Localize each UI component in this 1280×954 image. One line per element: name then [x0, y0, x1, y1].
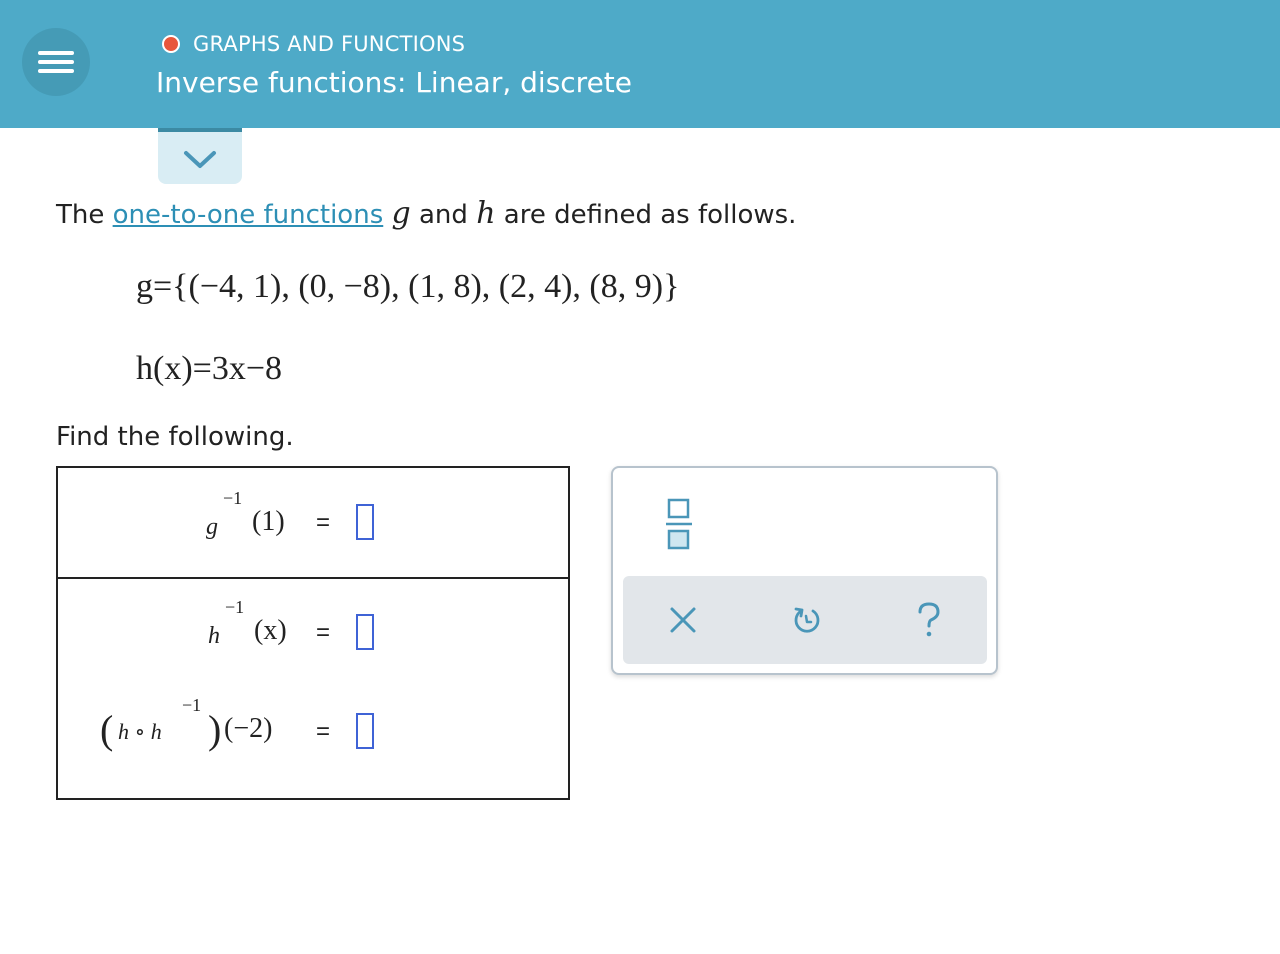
inverse-exponent: −1: [223, 488, 243, 508]
keypad-action-bar: [623, 576, 987, 664]
math-keypad: [611, 466, 998, 675]
answer-row: [58, 579, 568, 689]
fraction-button[interactable]: [663, 496, 695, 552]
equals-sign: =: [316, 509, 331, 536]
undo-icon: [787, 600, 827, 640]
menu-button[interactable]: [22, 28, 90, 96]
h-symbol: h: [208, 623, 220, 649]
h-variable: h: [476, 196, 496, 231]
inverse-exponent: −1: [182, 695, 202, 715]
g-definition: g={(−4, 1), (0, −8), (1, 8), (2, 4), (8, 9)}: [136, 268, 680, 305]
help-icon: [909, 600, 949, 640]
page-title: Inverse functions: Linear, discrete: [156, 66, 633, 99]
close-icon: [663, 600, 703, 640]
h-definition: h(x)=3x−8: [136, 350, 282, 387]
answer-input-composition[interactable]: [356, 713, 374, 749]
answer-row: ( h ∘ h −1 ) (−2) =: [58, 689, 568, 798]
answer-table: [56, 466, 570, 800]
topic-row: [162, 32, 465, 56]
argument: (−2): [224, 713, 273, 744]
composition-symbol: h ∘ h: [118, 719, 162, 744]
problem-intro: The one-to-one functions g and h are defined as follows.: [56, 196, 797, 231]
top-bar: [0, 0, 1280, 128]
equals-sign: =: [316, 718, 331, 745]
inverse-exponent: −1: [225, 597, 245, 617]
argument: (1): [252, 506, 285, 537]
undo-button[interactable]: [787, 600, 827, 640]
progress-dot-icon: [162, 35, 180, 53]
topic-label: GRAPHS AND FUNCTIONS: [193, 32, 466, 56]
definition-link[interactable]: one-to-one functions: [112, 200, 384, 230]
argument: (x): [254, 615, 287, 646]
fraction-icon: [663, 496, 695, 552]
answer-input-g-inverse[interactable]: [356, 504, 374, 540]
clear-button[interactable]: [663, 600, 703, 640]
chevron-down-icon: [183, 150, 217, 170]
g-variable: g: [391, 196, 411, 231]
equals-sign: =: [316, 619, 331, 646]
find-instruction: Find the following.: [56, 422, 294, 452]
help-button[interactable]: [909, 600, 949, 640]
answer-input-h-inverse[interactable]: [356, 614, 374, 650]
expand-toggle-button[interactable]: [158, 128, 242, 184]
answer-row: [58, 468, 568, 579]
menu-icon: [38, 51, 74, 55]
g-symbol: g: [206, 514, 218, 540]
